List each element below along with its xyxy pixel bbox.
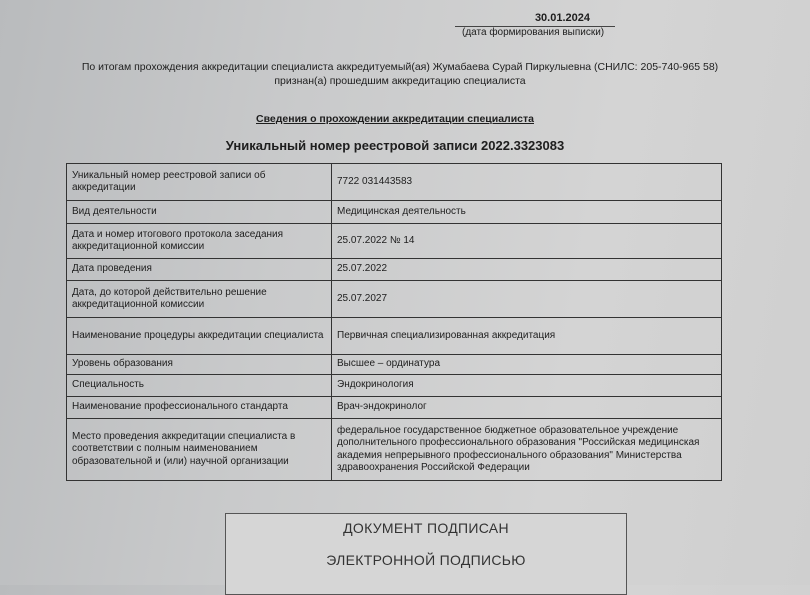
row-label: Специальность xyxy=(67,375,332,397)
row-value: 25.07.2022 № 14 xyxy=(332,224,722,259)
table-row xyxy=(67,419,722,481)
row-value: Высшее – ординатура xyxy=(332,355,722,375)
row-label: Уровень образования xyxy=(67,355,332,375)
row-label: Место проведения аккредитации специалиста в соответствии с полным наименованием образовательной и (или) научной организации xyxy=(67,419,332,481)
table-row xyxy=(67,375,722,397)
row-value: Медицинская деятельность xyxy=(332,201,722,224)
accreditation-info-table xyxy=(66,163,722,481)
statement-date: 30.01.2024 xyxy=(534,12,590,24)
row-label: Дата и номер итогового протокола заседания аккредитационной комиссии xyxy=(67,224,332,259)
table-row xyxy=(67,259,722,281)
stamp-line-2: ЭЛЕКТРОННОЙ ПОДПИСЬЮ xyxy=(326,552,526,568)
row-label: Дата проведения xyxy=(67,259,332,281)
table-row xyxy=(67,318,722,355)
table-row xyxy=(67,224,722,259)
section-title: Сведения о прохождении аккредитации специалиста xyxy=(256,113,534,125)
row-value: федеральное государственное бюджетное образовательное учреждение дополнительного профессионального образования "Российская медицинская академия непрерывного профессионального образования" Министерства здравоохранения Российской Федерации xyxy=(332,419,722,481)
table-row xyxy=(67,164,722,201)
electronic-signature-stamp xyxy=(225,513,627,595)
date-caption: (дата формирования выписки) xyxy=(462,27,605,38)
row-value: Эндокринология xyxy=(332,375,722,397)
row-value: 25.07.2022 xyxy=(332,259,722,281)
row-label: Дата, до которой действительно решение аккредитационной комиссии xyxy=(67,281,332,318)
row-value: 7722 031443583 xyxy=(332,164,722,201)
intro-paragraph: По итогам прохождения аккредитации специалиста аккредитуемый(ая) Жумабаева Сурай Пиркулыевна (СНИЛС: 205-740-965 58) признан(а) прошедшим аккредитацию специалиста xyxy=(81,61,719,87)
row-label: Наименование процедуры аккредитации специалиста xyxy=(67,318,332,355)
table-row xyxy=(67,281,722,318)
row-label: Вид деятельности xyxy=(67,201,332,224)
table-row xyxy=(67,397,722,419)
row-value: Первичная специализированная аккредитация xyxy=(332,318,722,355)
table-row xyxy=(67,201,722,224)
row-value: 25.07.2027 xyxy=(332,281,722,318)
registry-number-title: Уникальный номер реестровой записи 2022.3323083 xyxy=(225,138,565,153)
row-label: Наименование профессионального стандарта xyxy=(67,397,332,419)
row-value: Врач-эндокринолог xyxy=(332,397,722,419)
table-row xyxy=(67,355,722,375)
stamp-line-1: ДОКУМЕНТ ПОДПИСАН xyxy=(343,520,509,536)
row-label: Уникальный номер реестровой записи об аккредитации xyxy=(67,164,332,201)
